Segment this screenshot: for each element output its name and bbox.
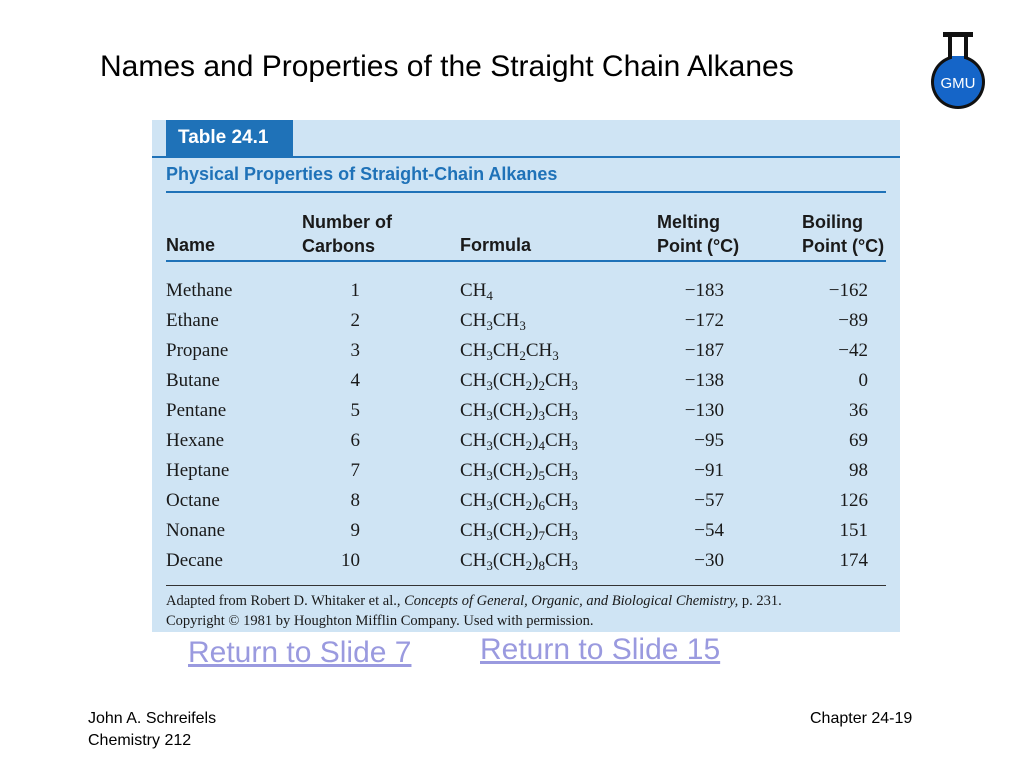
table-tab-rule — [152, 156, 900, 158]
cell-formula: $CH_3(CH_2)_5CH_3$ — [460, 460, 578, 483]
cell-boiling: 0 — [858, 370, 868, 391]
footer-author: John A. Schreifels — [88, 710, 217, 727]
cell-name: Methane — [166, 280, 233, 301]
cell-melting: −138 — [684, 370, 724, 391]
cell-carbons: 10 — [341, 550, 360, 571]
cell-carbons: 5 — [350, 400, 360, 421]
cell-boiling: 69 — [849, 430, 868, 451]
cell-name: Heptane — [166, 460, 230, 481]
cell-boiling: 126 — [839, 490, 868, 511]
cell-carbons: 4 — [350, 370, 360, 391]
cell-carbons: 2 — [350, 310, 360, 331]
table-row — [152, 306, 900, 336]
table-heading: Physical Properties of Straight-Chain Alkanes — [166, 164, 558, 184]
heading-rule — [166, 191, 886, 193]
table-row — [152, 486, 900, 516]
cell-name: Hexane — [166, 430, 225, 451]
cell-melting: −130 — [684, 400, 724, 421]
logo-text: GMU — [940, 75, 976, 92]
return-to-slide-7-link[interactable]: Return to Slide 7 — [188, 636, 412, 669]
footer-course: Chemistry 212 — [88, 732, 192, 749]
header-rule — [166, 260, 886, 262]
table-row — [152, 366, 900, 396]
header-formula: Formula — [460, 235, 532, 255]
cell-formula: $CH_3(CH_2)_7CH_3$ — [460, 520, 578, 543]
cell-boiling: 174 — [839, 550, 868, 571]
cell-melting: −91 — [694, 460, 724, 481]
cell-melting: −183 — [684, 280, 724, 301]
cell-formula: $CH_3(CH_2)_6CH_3$ — [460, 490, 578, 513]
footer-author-course — [88, 708, 216, 752]
cell-boiling: 36 — [849, 400, 868, 421]
cell-name: Butane — [166, 370, 220, 391]
footnote-rule — [166, 585, 886, 586]
cell-formula: $CH_3CH_2CH_3$ — [460, 340, 559, 363]
table-body — [152, 276, 900, 576]
cell-carbons: 8 — [350, 490, 360, 511]
cell-name: Nonane — [166, 520, 226, 541]
header-carbons: Number of Carbons — [302, 212, 392, 256]
cell-carbons: 3 — [350, 340, 360, 361]
cell-name: Pentane — [166, 400, 227, 421]
slide-title: Names and Properties of the Straight Chain Alkanes — [100, 50, 794, 83]
table-row — [152, 276, 900, 306]
cell-melting: −57 — [694, 490, 724, 511]
header-name: Name — [166, 235, 216, 255]
cell-melting: −95 — [694, 430, 724, 451]
table-row — [152, 426, 900, 456]
cell-boiling: −42 — [838, 340, 868, 361]
cell-formula: $CH_3(CH_2)_2CH_3$ — [460, 370, 578, 393]
cell-melting: −172 — [684, 310, 724, 331]
cell-formula: $CH_4$ — [460, 280, 493, 303]
cell-melting: −187 — [684, 340, 724, 361]
cell-name: Propane — [166, 340, 229, 361]
cell-carbons: 6 — [350, 430, 360, 451]
cell-melting: −54 — [694, 520, 724, 541]
return-to-slide-15-link[interactable]: Return to Slide 15 — [480, 633, 721, 666]
table-row — [152, 516, 900, 546]
cell-melting: −30 — [694, 550, 724, 571]
cell-carbons: 9 — [350, 520, 360, 541]
table-row — [152, 396, 900, 426]
cell-name: Decane — [166, 550, 223, 571]
cell-carbons: 1 — [350, 280, 360, 301]
cell-boiling: −89 — [838, 310, 868, 331]
cell-formula: $CH_3(CH_2)_3CH_3$ — [460, 400, 578, 423]
cell-boiling: 98 — [849, 460, 868, 481]
table-footnote: Adapted from Robert D. Whitaker et al., Concepts of General, Organic, and Biological Chemistry, p. 231. Copyright © 1981 by Houghton Mifflin Company. Used with permission. — [166, 593, 782, 629]
cell-formula: $CH_3(CH_2)_4CH_3$ — [460, 430, 578, 453]
cell-name: Octane — [166, 490, 220, 511]
gmu-flask-logo — [926, 30, 990, 114]
cell-carbons: 7 — [350, 460, 360, 481]
cell-formula: $CH_3CH_3$ — [460, 310, 526, 333]
table-image — [152, 120, 900, 632]
table-row — [152, 336, 900, 366]
cell-boiling: 151 — [839, 520, 868, 541]
cell-boiling: −162 — [828, 280, 868, 301]
table-tab-label: Table 24.1 — [166, 120, 293, 156]
footer-chapter: Chapter 24-19 — [810, 710, 913, 727]
header-melting-point: Melting Point (°C) — [657, 212, 740, 256]
cell-name: Ethane — [166, 310, 219, 331]
table-row — [152, 546, 900, 576]
table-row — [152, 456, 900, 486]
cell-formula: $CH_3(CH_2)_8CH_3$ — [460, 550, 578, 573]
header-boiling-point: Boiling Point (°C) — [802, 212, 885, 256]
